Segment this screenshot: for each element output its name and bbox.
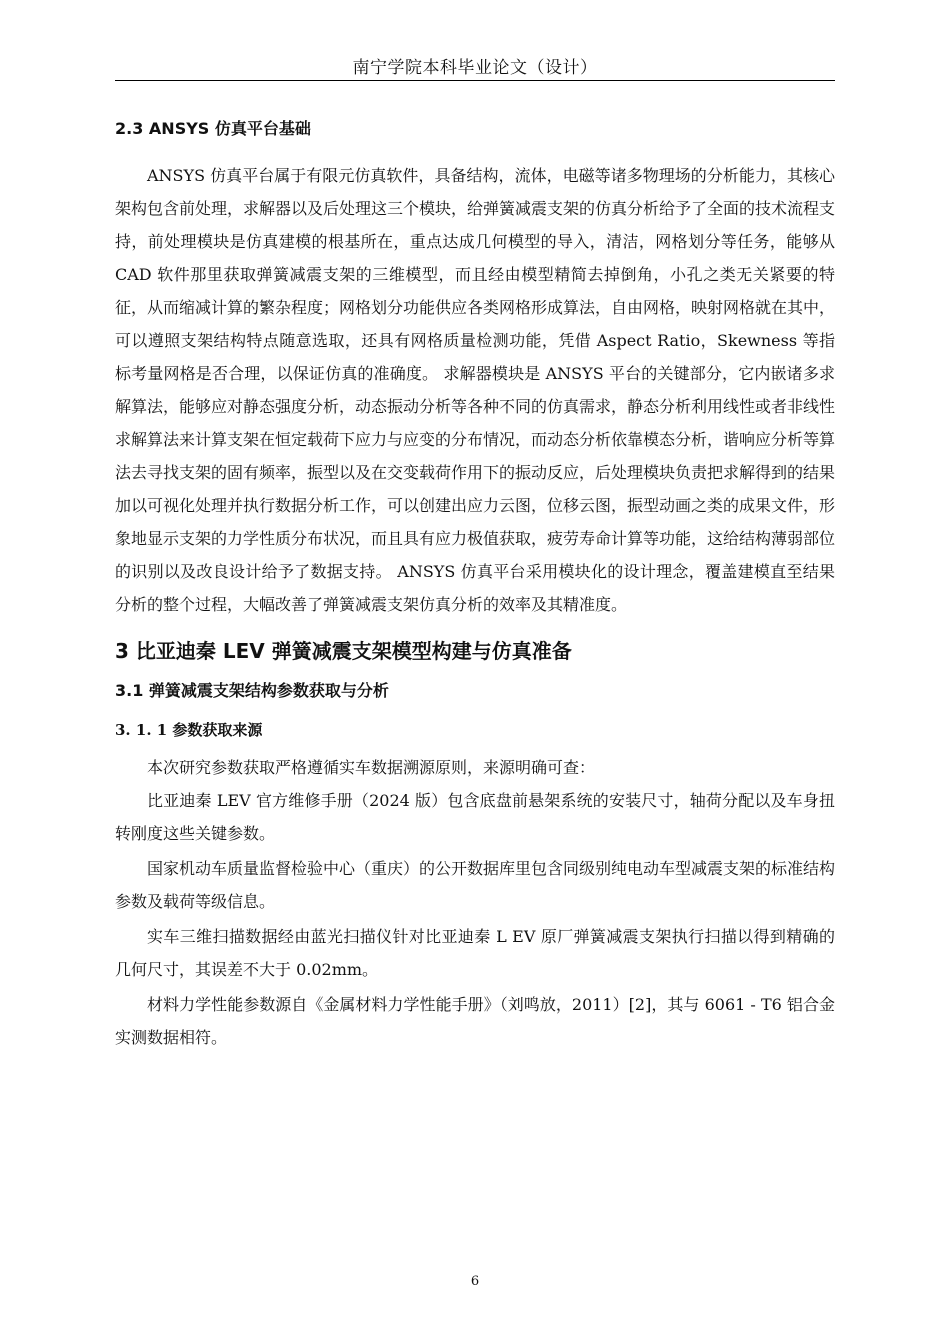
body-paragraph: ANSYS 仿真平台属于有限元仿真软件，具备结构，流体，电磁等诸多物理场的分析能力，其核心架构包含前处理，求解器以及后处理这三个模块，给弹簧减震支架的仿真分析给予了全面的技术流程支持，前处理模块是仿真建模的根基所在，重点达成几何模型的导入，清洁，网格划分等任务，能够从 CAD 软件那里获取弹簧减震支架的三维模型，而且经由模型精简去掉倒角，小孔之类无关紧要的特征，从而缩减计算的繁杂程度；网格划分功能供应各类网格形成算法，自由网格，映射网格就在其中，可以遵照支架结构特点随意选取，还具有网格质量检测功能，凭借 Aspect Ratio，Skewness 等指标考量网格是否合理，以保证仿真的准确度。 求解器模块是 ANSYS 平台的关键部分，它内嵌诸多求解算法，能够应对静态强度分析，动态振动分析等各种不同的仿真需求，静态分析利用线性或者非线性求解算法来计算支架在恒定载荷下应力与应变的分布情况，而动态分析依靠模态分析，谐响应分析等算法去寻找支架的固有频率，振型以及在交变载荷作用下的振动反应，后处理模块负责把求解得到的结果加以可视化处理并执行数据分析工作，可以创建出应力云图，位移云图，振型动画之类的成果文件，形象地显示支架的力学性质分布状况，而且具有应力极值获取，疲劳寿命计算等功能，这给结构薄弱部位的识别以及改良设计给予了数据支持。 ANSYS 仿真平台采用模块化的设计理念，覆盖建模直至结果分析的整个过程，大幅改善了弹簧减震支架仿真分析的效率及其精准度。 xyxy=(115,166,836,614)
header-divider xyxy=(115,80,835,81)
page-body xyxy=(115,115,835,1054)
subsection-heading-3-1-1: 3. 1. 1 参数获取来源 xyxy=(115,721,263,739)
body-paragraph: 材料力学性能参数源自《金属材料力学性能手册》（刘鸣放，2011）[2]，其与 6061 - T6 铝合金实测数据相符。 xyxy=(115,995,835,1047)
running-header: 南宁学院本科毕业论文（设计） xyxy=(352,58,598,78)
body-paragraph: 本次研究参数获取严格遵循实车数据溯源原则，来源明确可查： xyxy=(147,758,596,777)
page-number: 6 xyxy=(470,1274,480,1289)
body-paragraph: 国家机动车质量监督检验中心（重庆）的公开数据库里包含同级别纯电动车型减震支架的标准结构参数及载荷等级信息。 xyxy=(115,859,836,911)
chapter-heading-3: 3 比亚迪秦 LEV 弹簧减震支架模型构建与仿真准备 xyxy=(115,639,572,663)
body-paragraph: 实车三维扫描数据经由蓝光扫描仪针对比亚迪秦 L EV 原厂弹簧减震支架执行扫描以得到精确的几何尺寸，其误差不大于 0.02mm。 xyxy=(115,927,835,979)
section-heading-3-1: 3.1 弹簧减震支架结构参数获取与分析 xyxy=(115,681,389,700)
body-paragraph: 比亚迪秦 LEV 官方维修手册（2024 版）包含底盘前悬架系统的安装尺寸，轴荷分配以及车身扭转刚度这些关键参数。 xyxy=(115,791,835,843)
section-heading-2-3: 2.3 ANSYS 仿真平台基础 xyxy=(115,119,311,138)
